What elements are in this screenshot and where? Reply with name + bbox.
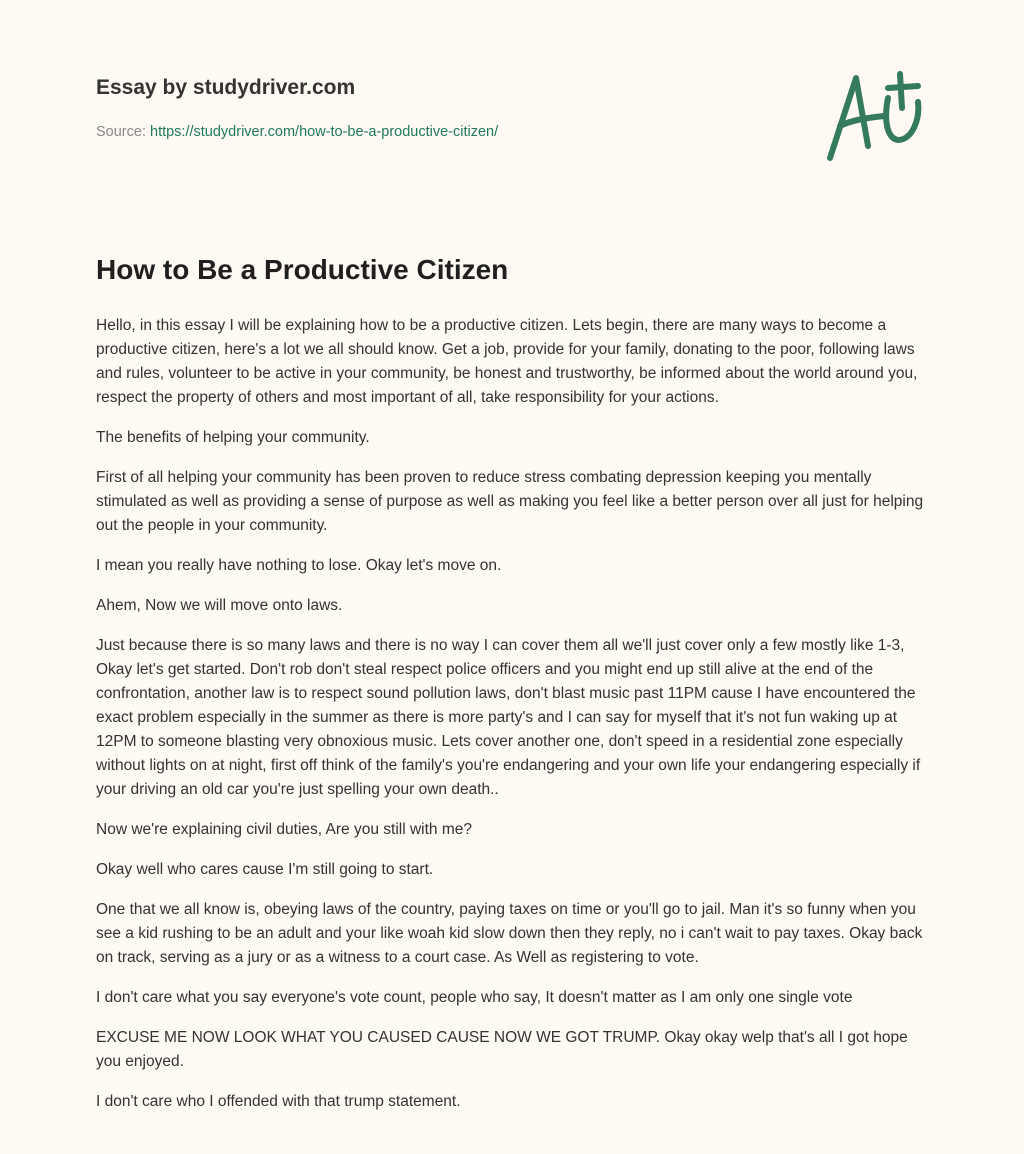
paragraph: One that we all know is, obeying laws of the country, paying taxes on time or you'll go to jail. Man it's so funny when you see a kid rushing to be an adult and your like woah kid slow down then they reply, no i can't wait to pay taxes. Okay back on track, serving as a jury or as a witness to a court case. As Well as registering to vote.: [96, 901, 923, 966]
paragraph: First of all helping your community has been proven to reduce stress combating depression keeping you mentally stimulated as well as providing a sense of purpose as well as making you feel like a better person over all just for helping out the people in your community.: [96, 469, 924, 534]
paragraph: Just because there is so many laws and there is no way I can cover them all we'll just cover only a few mostly like 1-3, Okay let's get started. Don't rob don't steal respect police officers and you might end up still alive at the end of the confrontation, another law is to respect sound pollution laws, don't blast music past 11PM cause I have encountered the exact problem especially in the summer as there is more party's and I can say for myself that it's not fun waking up at 12PM to someone blasting very obnoxious music. Lets cover another one, don't speed in a residential zone especially without lights on at night, first off think of the family's you're endangering and your own life your endangering especially if your driving an old car you're just spelling your own death..: [96, 637, 921, 798]
source-link[interactable]: https://studydriver.com/how-to-be-a-productive-citizen/: [150, 124, 499, 140]
a-plus-logo-icon: [822, 68, 928, 164]
essay-title: How to Be a Productive Citizen: [96, 254, 509, 285]
paragraph: The benefits of helping your community.: [96, 429, 370, 446]
site-title: Essay by studydriver.com: [96, 76, 356, 99]
source-line: [96, 124, 498, 140]
paragraph: I mean you really have nothing to lose. Okay let's move on.: [96, 557, 502, 574]
paragraph: Hello, in this essay I will be explaining how to be a productive citizen. Lets begin, there are many ways to become a productive citizen, here's a lot we all should know. Get a job, provide for your family, donating to the poor, following laws and rules, volunteer to be active in your community, be honest and trustworthy, be informed about the world around you, respect the property of others and most important of all, take responsibility for your actions.: [96, 317, 918, 406]
paragraph: Okay well who cares cause I'm still going to start.: [96, 861, 434, 878]
paragraph: I don't care who I offended with that trump statement.: [96, 1093, 461, 1110]
source-label: Source:: [96, 124, 150, 140]
paragraph: Ahem, Now we will move onto laws.: [96, 597, 343, 614]
paragraph: EXCUSE ME NOW LOOK WHAT YOU CAUSED CAUSE NOW WE GOT TRUMP. Okay okay welp that's all I got hope you enjoyed.: [96, 1029, 908, 1070]
paragraph: Now we're explaining civil duties, Are you still with me?: [96, 821, 472, 838]
essay-body: [96, 314, 936, 1130]
paragraph: I don't care what you say everyone's vote count, people who say, It doesn't matter as I am only one single vote: [96, 989, 853, 1006]
